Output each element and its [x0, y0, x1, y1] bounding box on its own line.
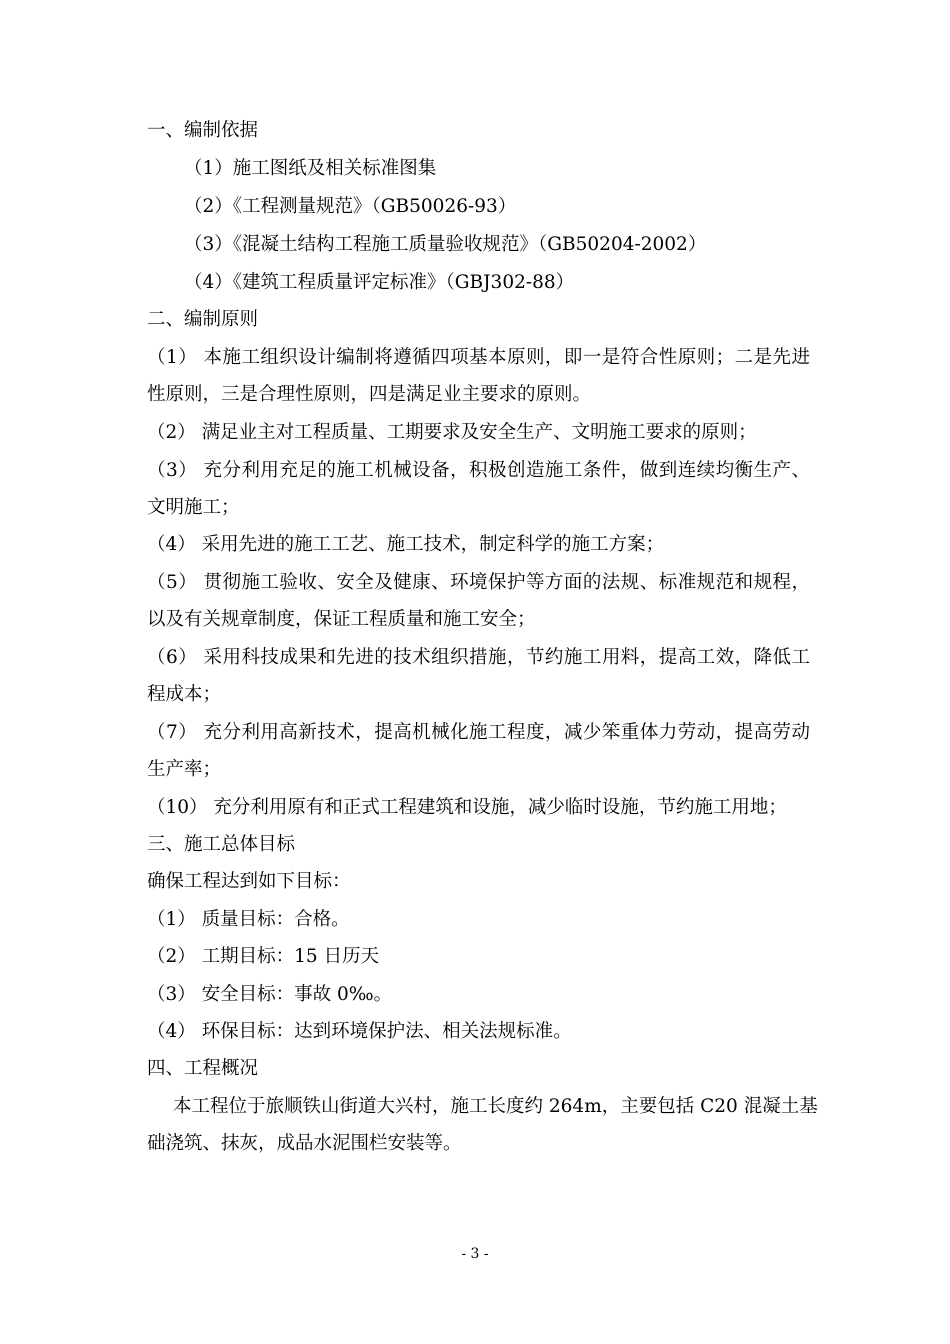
section-heading: 二、编制原则 [147, 309, 259, 330]
principle-line: （6） 采用科技成果和先进的技术组织措施，节约施工用料，提高工效，降低工 [147, 647, 810, 668]
goal-item: （3） 安全目标：事故 0‰。 [147, 984, 393, 1005]
goal-item: （1） 质量目标：合格。 [147, 909, 350, 930]
goals-intro: 确保工程达到如下目标： [147, 871, 351, 892]
principle-line: 生产率； [147, 759, 222, 780]
reference-item: （3）《混凝土结构工程施工质量验收规范》（GB50204-2002） [184, 234, 707, 255]
principle-line: （5） 贯彻施工验收、安全及健康、环境保护等方面的法规、标准规范和规程， [147, 572, 810, 593]
principle-line: （3） 充分利用充足的施工机械设备，积极创造施工条件，做到连续均衡生产、 [147, 460, 810, 481]
principle-line: 程成本； [147, 684, 222, 705]
reference-item: （4）《建筑工程质量评定标准》（GBJ302-88） [184, 272, 575, 293]
section-heading: 三、施工总体目标 [147, 834, 296, 855]
principle-line: 以及有关规章制度，保证工程质量和施工安全； [147, 609, 536, 630]
goal-item: （4） 环保目标：达到环境保护法、相关法规标准。 [147, 1021, 572, 1042]
overview-line: 础浇筑、抹灰，成品水泥围栏安装等。 [147, 1133, 462, 1154]
principle-line: （7） 充分利用高新技术，提高机械化施工程度，减少笨重体力劳动，提高劳动 [147, 722, 810, 743]
overview-line: 本工程位于旅顺铁山街道大兴村，施工长度约 264m，主要包括 C20 混凝土基 [173, 1096, 818, 1117]
principle-line: （2） 满足业主对工程质量、工期要求及安全生产、文明施工要求的原则； [147, 422, 757, 443]
section-heading: 一、编制依据 [147, 120, 259, 141]
principle-line: 文明施工； [147, 497, 240, 518]
principle-line: （1） 本施工组织设计编制将遵循四项基本原则，即一是符合性原则；二是先进 [147, 347, 810, 368]
principle-line: （10） 充分利用原有和正式工程建筑和设施，减少临时设施，节约施工用地； [147, 797, 787, 818]
reference-item: （1）施工图纸及相关标准图集 [184, 158, 437, 179]
principle-line: 性原则，三是合理性原则，四是满足业主要求的原则。 [147, 384, 592, 405]
reference-item: （2）《工程测量规范》（GB50026-93） [184, 196, 517, 217]
page-number: - 3 - [461, 1246, 489, 1262]
principle-line: （4） 采用先进的施工工艺、施工技术，制定科学的施工方案； [147, 534, 665, 555]
section-heading: 四、工程概况 [147, 1058, 259, 1079]
goal-item: （2） 工期目标：15 日历天 [147, 946, 380, 967]
